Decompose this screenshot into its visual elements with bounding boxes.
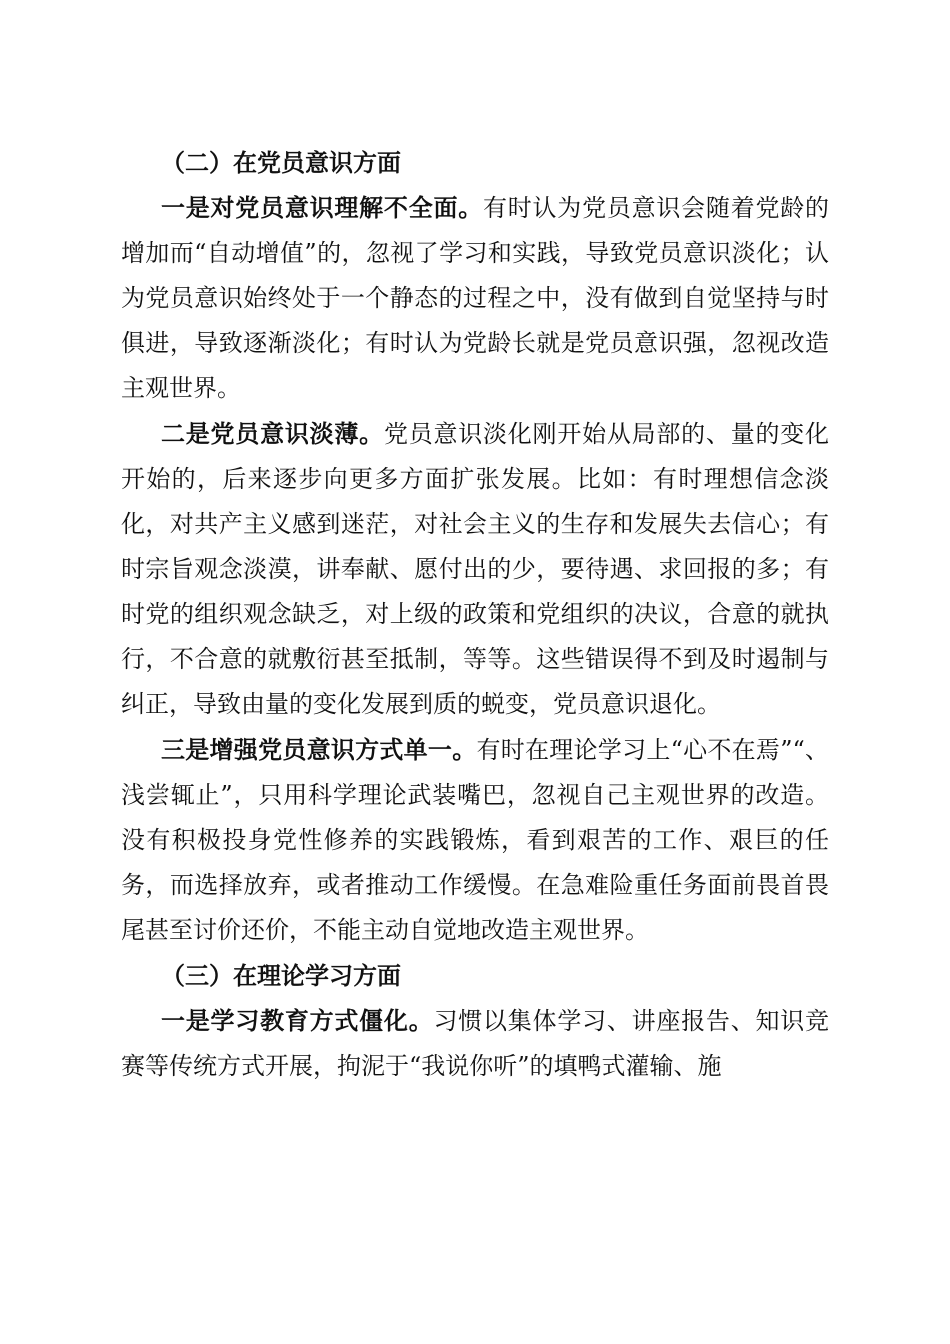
- paragraph-body: 党员意识淡化刚开始从局部的、量的变化开始的，后来逐步向更多方面扩张发展。比如：有时理想信念淡化，对共产主义感到迷茫，对社会主义的生存和发展失去信心；有时宗旨观念淡漠，讲奉献、愿付出的少，要待遇、求回报的多；有时党的组织观念缺乏，对上级的政策和党组织的决议，合意的就执行，不合意的就敷衍甚至抵制，等等。这些错误得不到及时遏制与纠正，导致由量的变化发展到质的蜕变，党员意识退化。: [121, 420, 830, 718]
- paragraph-lead: 一是对党员意识理解不全面。: [161, 193, 483, 222]
- paragraph-lead: 二是党员意识淡薄。: [161, 419, 384, 448]
- section-heading-theory-study: （三）在理论学习方面: [161, 961, 401, 990]
- document-body: [121, 140, 829, 1089]
- paragraph-incomplete-understanding: [121, 185, 829, 411]
- paragraph-rigid-education: [121, 998, 829, 1089]
- paragraph-body: 有时认为党员意识会随着党龄的增加而“自动增值”的，忽视了学习和实践，导致党员意识淡化；认为党员意识始终处于一个静态的过程之中，没有做到自觉坚持与时俱进，导致逐渐淡化；有时认为党龄长就是党员意识强，忽视改造主观世界。: [121, 194, 829, 402]
- paragraph-lead: 一是学习教育方式僵化。: [161, 1006, 434, 1035]
- paragraph-lead: 三是增强党员意识方式单一。: [161, 735, 477, 764]
- section-heading-party-member-awareness: （二）在党员意识方面: [161, 148, 401, 177]
- paragraph-body: 习惯以集体学习、讲座报告、知识竞赛等传统方式开展，拘泥于“我说你听”的填鸭式灌输、施: [121, 1007, 830, 1080]
- paragraph-body: 有时在理论学习上“心不在焉”“、浅尝辄止”，只用科学理论武装嘴巴，忽视自己主观世界的改造。没有积极投身党性修养的实践锻炼，看到艰苦的工作、艰巨的任务，而选择放弃，或者推动工作缓慢。在急难险重任务面前畏首畏尾甚至讨价还价，不能主动自觉地改造主观世界。: [121, 736, 830, 944]
- paragraph-weak-awareness: [121, 411, 829, 727]
- paragraph-single-method: [121, 727, 829, 953]
